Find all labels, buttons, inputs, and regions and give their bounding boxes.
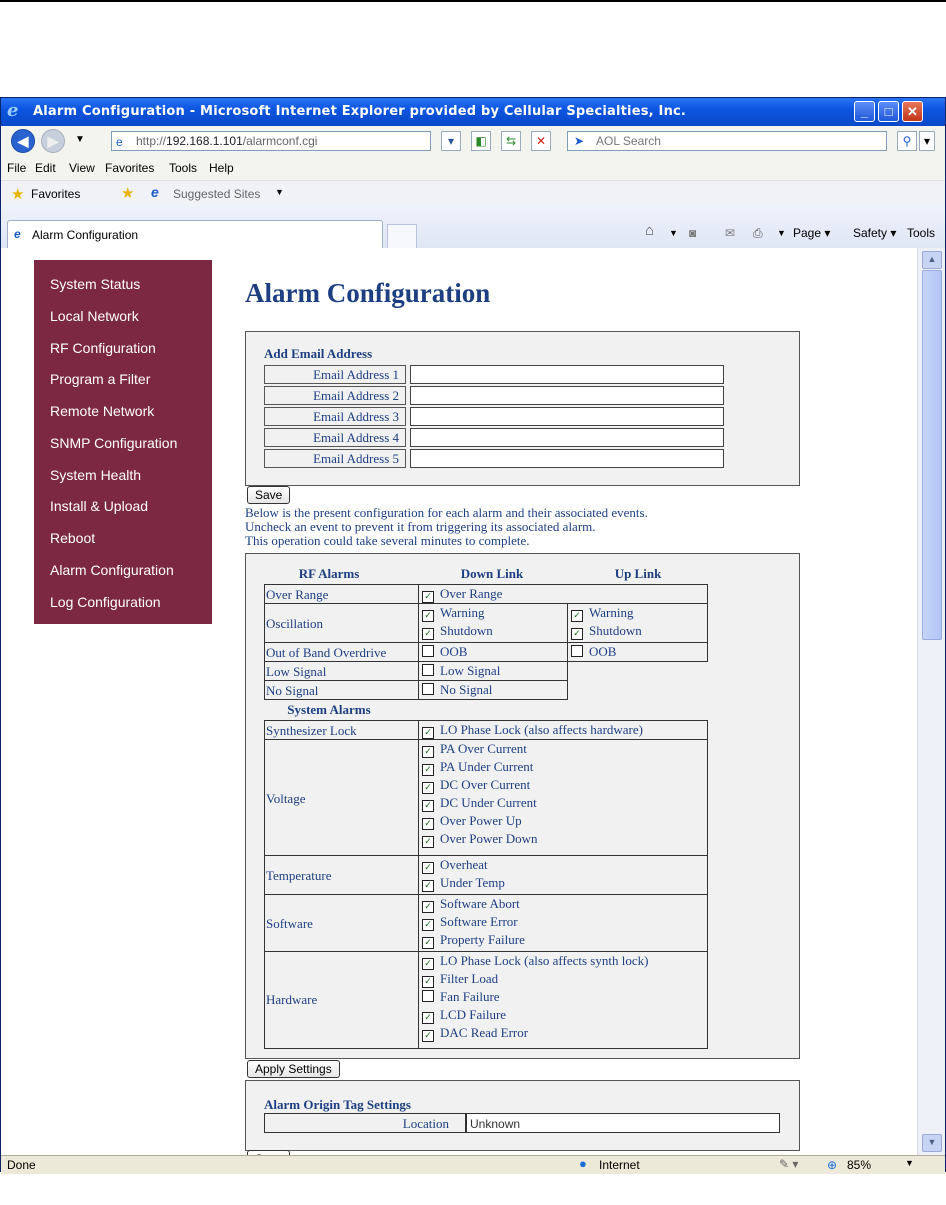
rf-label-low-signal: Low Signal	[266, 664, 327, 679]
internet-zone-icon: ●	[579, 1156, 587, 1171]
rf-label-oob: Out of Band Overdrive	[266, 645, 387, 660]
sys-software-property-failure-label: Property Failure	[440, 932, 525, 947]
page-icon: e	[116, 135, 123, 149]
sys-voltage-over-power-down-label: Over Power Down	[440, 831, 538, 846]
up-oscillation-warning-option[interactable]	[571, 606, 633, 622]
page-menu-label: Page	[793, 226, 822, 240]
menu-view[interactable]: View	[69, 161, 95, 175]
sys-temperature-overheat-label: Overheat	[440, 857, 488, 872]
tab-page-icon: e	[14, 227, 21, 241]
sys-temperature-under-temp-checkbox[interactable]: ✓	[422, 880, 434, 892]
info-line-1: Below is the present configuration for each alarm and their associated events.	[245, 505, 648, 520]
sys-voltage-pa-under-current-option[interactable]	[422, 760, 533, 776]
email-input-5[interactable]	[410, 449, 724, 468]
sys-hardware-fan-failure-checkbox[interactable]	[422, 990, 434, 1002]
sys-label-synth: Synthesizer Lock	[266, 723, 357, 738]
suggested-sites-link[interactable]: Suggested Sites	[173, 187, 261, 201]
up-oscillation-shutdown-label: Shutdown	[589, 623, 642, 638]
sys-voltage-over-power-up-checkbox[interactable]: ✓	[422, 818, 434, 830]
rf-label-no-signal: No Signal	[266, 683, 319, 698]
down-link-header: Down Link	[460, 566, 524, 581]
sys-row-temperature-label-cell	[264, 855, 419, 895]
status-text: Done	[7, 1158, 36, 1172]
up-oscillation-shutdown-checkbox[interactable]: ✓	[571, 628, 583, 640]
favorites-bar	[1, 180, 945, 207]
sys-row-synth-label-cell	[264, 720, 419, 740]
rf-row-oscillation-label-cell	[264, 603, 419, 643]
email-input-2[interactable]	[410, 386, 724, 405]
origin-panel	[245, 1080, 800, 1151]
sidebar-item-system-status[interactable]: System Status	[50, 276, 141, 292]
sys-hardware-dac-read-error-checkbox[interactable]: ✓	[422, 1030, 434, 1042]
sys-software-software-error-label: Software Error	[440, 914, 518, 929]
down-low-signal-low-signal-checkbox[interactable]	[422, 664, 434, 676]
safety-menu-label: Safety	[853, 226, 888, 240]
vertical-scrollbar[interactable]	[917, 248, 945, 1155]
origin-heading: Alarm Origin Tag Settings	[264, 1097, 411, 1112]
up-link-header: Up Link	[614, 566, 662, 581]
sys-voltage-dc-over-current-label: DC Over Current	[440, 777, 531, 792]
down-oscillation-warning-checkbox[interactable]: ✓	[422, 610, 434, 622]
email-label-3: Email Address 3	[264, 407, 406, 426]
search-icon[interactable]: ⚲	[897, 131, 917, 151]
tab-label: Alarm Configuration	[32, 228, 139, 242]
scroll-up-icon[interactable]: ▲	[922, 251, 942, 269]
sidebar-item-reboot[interactable]: Reboot	[50, 530, 96, 546]
feeds-icon[interactable]: ◙	[689, 226, 697, 240]
sys-software-software-abort-checkbox[interactable]: ✓	[422, 901, 434, 913]
info-line-2: Uncheck an event to prevent it from triggering its associated alarm.	[245, 519, 596, 534]
down-out-of-band-overdrive-oob-label: OOB	[440, 644, 468, 659]
search-options-icon[interactable]: ▾	[919, 131, 935, 151]
down-no-signal-no-signal-checkbox[interactable]	[422, 683, 434, 695]
rf-label-oscillation: Oscillation	[266, 616, 324, 631]
down-oscillation-warning-option[interactable]	[422, 606, 484, 622]
rf-row-oob-label-cell	[264, 642, 419, 662]
sys-voltage-pa-over-current-label: PA Over Current	[440, 741, 527, 756]
window-title: Alarm Configuration - Microsoft Internet Explorer provided by Cellular Specialties, Inc.	[33, 104, 687, 119]
email-label-4: Email Address 4	[264, 428, 406, 447]
sidebar-item-snmp-configuration[interactable]: SNMP Configuration	[50, 435, 178, 451]
close-button[interactable]: ✕	[902, 101, 923, 122]
minimize-button[interactable]: _	[854, 101, 875, 122]
back-button[interactable]: ◀	[11, 129, 35, 153]
scroll-thumb[interactable]	[922, 270, 942, 640]
browser-window	[0, 97, 946, 1172]
down-over-range-over-range-label: Over Range	[440, 586, 503, 601]
url-path: /alarmconf.cgi	[242, 134, 318, 148]
sys-synthesizer-lock-lo-phase-lock-also-affects-hardware-checkbox[interactable]: ✓	[422, 727, 434, 739]
print-icon[interactable]: ⎙	[753, 226, 763, 240]
add-favorite-icon[interactable]: ★	[121, 185, 135, 202]
email-input-1[interactable]	[410, 365, 724, 384]
new-tab-button[interactable]	[387, 224, 417, 248]
sys-hardware-filter-load-option[interactable]	[422, 972, 498, 988]
sys-software-software-abort-label: Software Abort	[440, 896, 520, 911]
menu-edit[interactable]: Edit	[35, 161, 56, 175]
email-input-4[interactable]	[410, 428, 724, 447]
search-input[interactable]	[567, 131, 887, 151]
down-no-signal-no-signal-option[interactable]	[422, 683, 492, 697]
sys-row-voltage-label-cell	[264, 739, 419, 856]
email-input-3[interactable]	[410, 407, 724, 426]
down-low-signal-low-signal-label: Low Signal	[440, 663, 501, 678]
down-no-signal-no-signal-label: No Signal	[440, 682, 493, 697]
sys-software-software-abort-option[interactable]	[422, 897, 520, 913]
url-prefix: http://	[136, 134, 167, 148]
down-oscillation-shutdown-checkbox[interactable]: ✓	[422, 628, 434, 640]
location-label-cell	[264, 1113, 466, 1133]
page-content	[1, 248, 917, 1155]
aol-icon: ➤	[574, 134, 585, 148]
sys-row-hardware-label-cell	[264, 951, 419, 1049]
sys-software-software-error-option[interactable]	[422, 915, 518, 931]
down-oscillation-warning-label: Warning	[440, 605, 485, 620]
sys-hardware-lcd-failure-label: LCD Failure	[440, 1007, 507, 1022]
refresh-icon[interactable]: ⇆	[501, 131, 521, 151]
tools-menu[interactable]	[907, 226, 935, 240]
sidebar-item-alarm-configuration[interactable]: Alarm Configuration	[50, 562, 174, 578]
protected-mode-icon[interactable]: ✎ ▾	[779, 1157, 799, 1171]
sys-voltage-pa-over-current-checkbox[interactable]: ✓	[422, 746, 434, 758]
sys-software-software-error-checkbox[interactable]: ✓	[422, 919, 434, 931]
url-dropdown-icon[interactable]: ▾	[441, 131, 461, 151]
up-oscillation-warning-checkbox[interactable]: ✓	[571, 610, 583, 622]
location-input[interactable]	[466, 1113, 780, 1133]
sys-voltage-pa-over-current-option[interactable]	[422, 742, 527, 758]
sys-temperature-under-temp-option[interactable]	[422, 876, 505, 892]
home-dropdown-icon[interactable]: ▼	[669, 228, 678, 238]
save-email-button[interactable]: Save	[247, 486, 290, 504]
down-over-range-over-range-option[interactable]	[422, 587, 502, 603]
tools-menu-label: Tools	[907, 226, 936, 240]
up-out-of-band-overdrive-oob-checkbox[interactable]	[571, 645, 583, 657]
down-out-of-band-overdrive-oob-checkbox[interactable]	[422, 645, 434, 657]
address-bar	[1, 126, 945, 157]
email-label-1: Email Address 1	[264, 365, 406, 384]
sys-hardware-lcd-failure-checkbox[interactable]: ✓	[422, 1012, 434, 1024]
document-top-rule	[0, 0, 946, 2]
sys-label-temperature: Temperature	[266, 868, 332, 883]
home-icon[interactable]: ⌂	[645, 222, 655, 239]
sys-hardware-lo-phase-lock-also-affects-synth-lock-checkbox[interactable]: ✓	[422, 958, 434, 970]
print-dropdown-icon[interactable]: ▼	[777, 228, 786, 238]
url-host: 192.168.1.101	[166, 134, 243, 148]
sidebar-item-system-health[interactable]: System Health	[50, 467, 142, 483]
tab-bar	[1, 206, 945, 249]
sys-temperature-overheat-checkbox[interactable]: ✓	[422, 862, 434, 874]
scroll-down-icon[interactable]: ▼	[922, 1134, 942, 1152]
sys-voltage-over-power-up-label: Over Power Up	[440, 813, 522, 828]
sys-voltage-dc-over-current-option[interactable]	[422, 778, 530, 794]
sys-hardware-fan-failure-label: Fan Failure	[440, 989, 500, 1004]
sys-voltage-over-power-down-option[interactable]	[422, 832, 537, 848]
tab-alarm-configuration[interactable]	[7, 220, 383, 248]
search-placeholder: AOL Search	[596, 134, 661, 148]
location-value: Unknown	[470, 1117, 521, 1131]
rf-alarms-header: RF Alarms	[298, 566, 360, 581]
down-low-signal-low-signal-option[interactable]	[422, 664, 500, 678]
sys-hardware-fan-failure-option[interactable]	[422, 990, 500, 1004]
sys-voltage-dc-under-current-label: DC Under Current	[440, 795, 537, 810]
zoom-level[interactable]: 85%	[847, 1158, 872, 1172]
up-oscillation-shutdown-option[interactable]	[571, 624, 642, 640]
down-over-range-over-range-checkbox[interactable]: ✓	[422, 591, 434, 603]
sys-software-property-failure-option[interactable]	[422, 933, 525, 949]
sys-hardware-lcd-failure-option[interactable]	[422, 1008, 506, 1024]
apply-settings-button[interactable]: Apply Settings	[247, 1060, 340, 1078]
email-label-2: Email Address 2	[264, 386, 406, 405]
page-menu[interactable]: Page ▾	[793, 226, 831, 240]
sidebar-nav	[34, 260, 212, 624]
suggested-dropdown-icon[interactable]: ▼	[275, 187, 284, 197]
sidebar-item-local-network[interactable]: Local Network	[50, 308, 139, 324]
up-out-of-band-overdrive-oob-option[interactable]	[571, 645, 616, 659]
rf-row-no-signal-label-cell	[264, 680, 419, 700]
title-bar	[1, 98, 945, 126]
sys-temperature-overheat-option[interactable]	[422, 858, 488, 874]
sys-label-software: Software	[266, 916, 313, 931]
menu-tools[interactable]: Tools	[169, 161, 198, 175]
location-label: Location	[402, 1116, 449, 1131]
rf-label-over-range: Over Range	[266, 587, 329, 602]
favorites-star-icon[interactable]: ★	[11, 186, 25, 203]
menu-bar	[1, 156, 945, 180]
sys-voltage-dc-under-current-option[interactable]	[422, 796, 537, 812]
status-bar	[1, 1155, 945, 1174]
mail-icon[interactable]: ✉	[725, 226, 736, 240]
sys-voltage-pa-under-current-label: PA Under Current	[440, 759, 534, 774]
sys-synthesizer-lock-lo-phase-lock-also-affects-hardware-label: LO Phase Lock (also affects hardware)	[440, 722, 643, 737]
maximize-button[interactable]: □	[878, 101, 899, 122]
sidebar-item-rf-configuration[interactable]: RF Configuration	[50, 340, 156, 356]
down-out-of-band-overdrive-oob-option[interactable]	[422, 645, 467, 659]
sys-software-property-failure-checkbox[interactable]: ✓	[422, 937, 434, 949]
system-alarms-header: System Alarms	[287, 702, 371, 717]
up-oscillation-warning-label: Warning	[589, 605, 634, 620]
sys-hardware-filter-load-checkbox[interactable]: ✓	[422, 976, 434, 988]
forward-button[interactable]: ▶	[41, 129, 65, 153]
zoom-dropdown-icon[interactable]: ▼	[905, 1158, 914, 1168]
url-input[interactable]	[111, 131, 431, 151]
safety-menu[interactable]: Safety ▾	[853, 226, 897, 240]
ie-logo-icon: e	[7, 100, 19, 121]
sys-voltage-dc-over-current-checkbox[interactable]: ✓	[422, 782, 434, 794]
sidebar-item-program-filter[interactable]: Program a Filter	[50, 371, 151, 387]
sys-hardware-lo-phase-lock-also-affects-synth-lock-label: LO Phase Lock (also affects synth lock)	[440, 953, 649, 968]
sys-voltage-over-power-down-checkbox[interactable]: ✓	[422, 836, 434, 848]
alarm-panel	[245, 553, 800, 1059]
stop-icon[interactable]: ✕	[531, 131, 551, 151]
sys-hardware-dac-read-error-label: DAC Read Error	[440, 1025, 529, 1040]
sys-label-hardware: Hardware	[266, 992, 318, 1007]
sidebar-item-install-upload[interactable]: Install & Upload	[50, 498, 149, 514]
menu-help[interactable]: Help	[209, 161, 234, 175]
sys-hardware-lo-phase-lock-also-affects-synth-lock-option[interactable]	[422, 954, 648, 970]
sys-voltage-pa-under-current-checkbox[interactable]: ✓	[422, 764, 434, 776]
rf-row-low-signal-label-cell	[264, 661, 419, 681]
compatibility-icon[interactable]: ◧	[471, 131, 491, 151]
down-oscillation-shutdown-label: Shutdown	[440, 623, 493, 638]
zoom-icon[interactable]: ⊕	[827, 1158, 838, 1172]
sys-hardware-filter-load-label: Filter Load	[440, 971, 499, 986]
sys-hardware-dac-read-error-option[interactable]	[422, 1026, 528, 1042]
email-heading: Add Email Address	[264, 346, 373, 361]
email-label-5: Email Address 5	[264, 449, 406, 468]
sys-synthesizer-lock-lo-phase-lock-also-affects-hardware-option[interactable]	[422, 723, 643, 739]
history-dropdown-icon[interactable]: ▼	[75, 134, 85, 145]
suggested-sites-icon: e	[151, 184, 159, 200]
zone-label: Internet	[599, 1158, 640, 1172]
menu-favorites[interactable]: Favorites	[105, 161, 155, 175]
page-title: Alarm Configuration	[245, 278, 491, 308]
menu-file[interactable]: File	[7, 161, 27, 175]
down-oscillation-shutdown-option[interactable]	[422, 624, 493, 640]
info-line-3: This operation could take several minutes to complete.	[245, 533, 530, 548]
sidebar-item-log-configuration[interactable]: Log Configuration	[50, 594, 161, 610]
sidebar-item-remote-network[interactable]: Remote Network	[50, 403, 155, 419]
email-panel	[245, 331, 800, 486]
rf-row-over-range-label-cell	[264, 584, 419, 604]
sys-voltage-dc-under-current-checkbox[interactable]: ✓	[422, 800, 434, 812]
sys-temperature-under-temp-label: Under Temp	[440, 875, 505, 890]
sys-voltage-over-power-up-option[interactable]	[422, 814, 522, 830]
favorites-button[interactable]: Favorites	[31, 187, 81, 201]
sys-row-software-label-cell	[264, 894, 419, 952]
up-out-of-band-overdrive-oob-label: OOB	[589, 644, 617, 659]
sys-label-voltage: Voltage	[266, 791, 306, 806]
